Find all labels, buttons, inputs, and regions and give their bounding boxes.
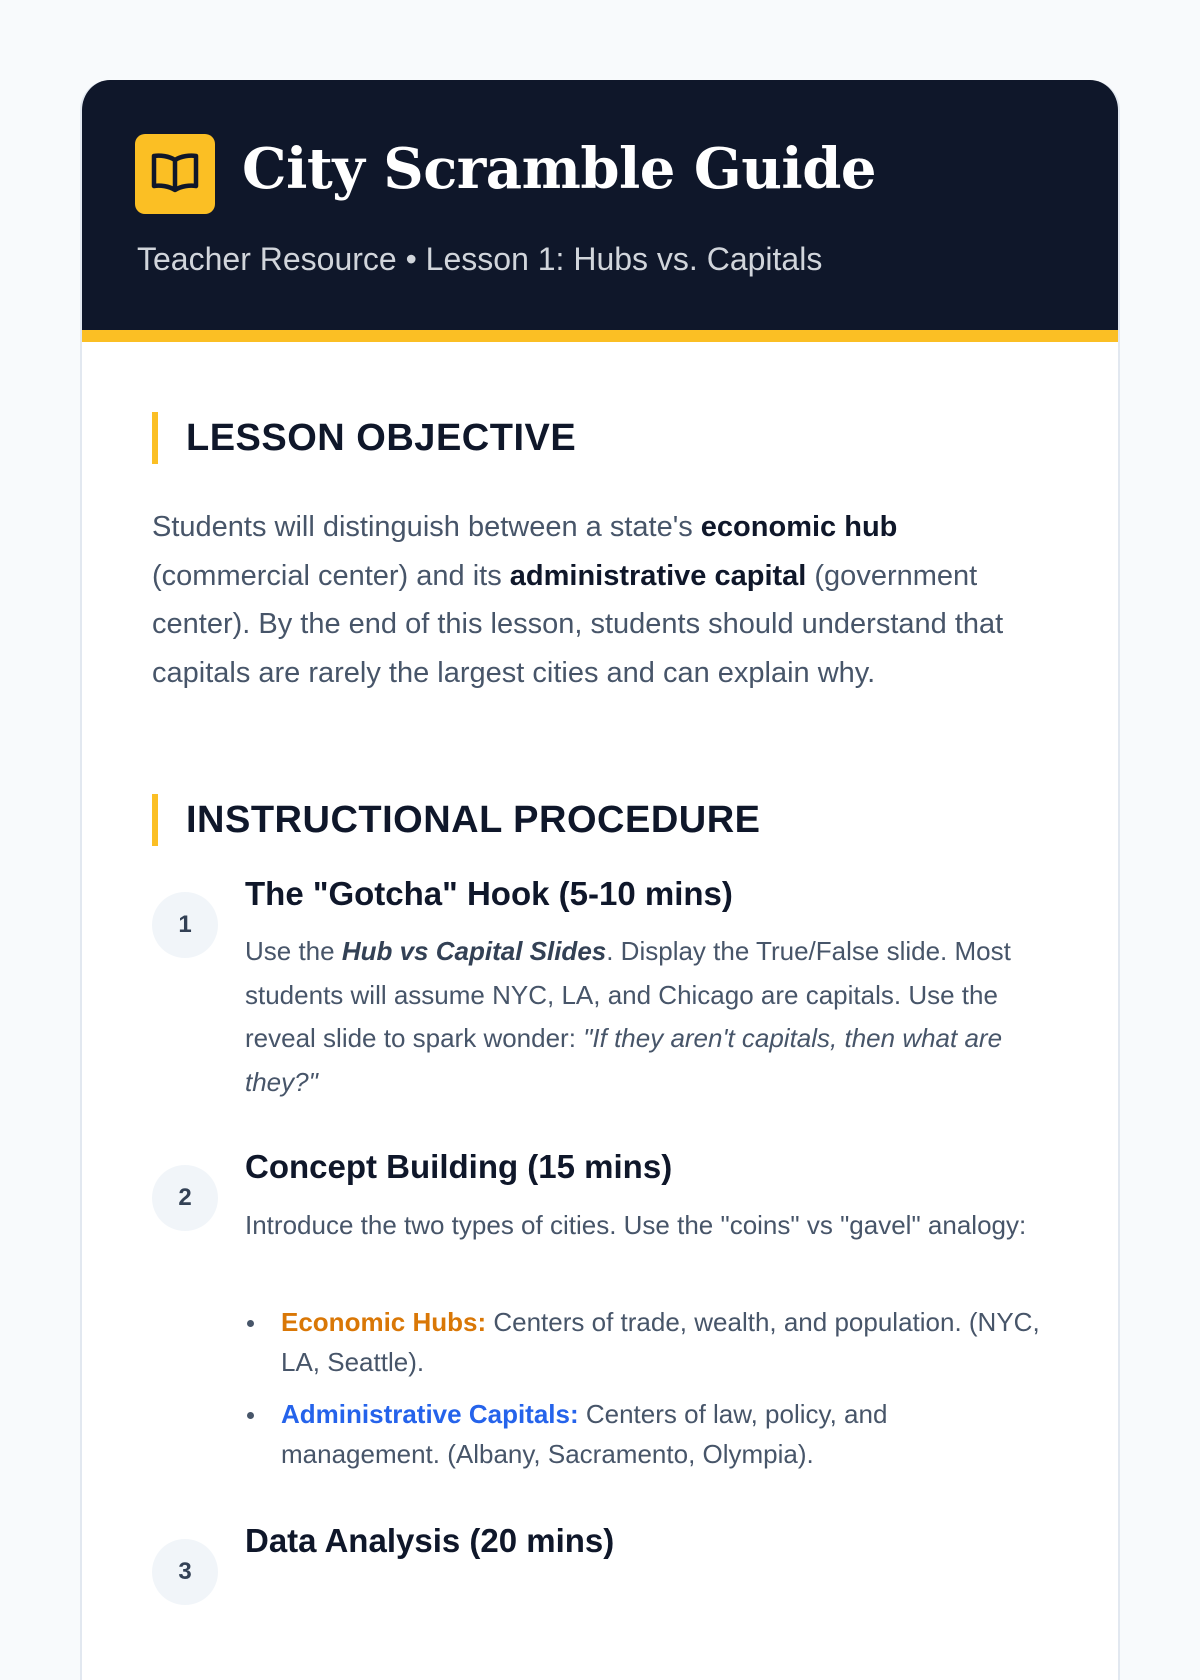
bullet-dot bbox=[247, 1320, 254, 1327]
lesson-objective-text bbox=[152, 503, 1052, 697]
objective-text-1: Students will distinguish between a state's bbox=[152, 511, 701, 543]
step-1-quote: "If they aren't capitals, then what are they?" bbox=[245, 1023, 1003, 1097]
step-1-text-1: Use the bbox=[245, 936, 342, 966]
step-2-number: 2 bbox=[152, 1165, 218, 1231]
objective-text-2: (commercial center) and its bbox=[152, 559, 510, 592]
step-3-number: 3 bbox=[152, 1539, 218, 1605]
step-1-emphasis: Hub vs Capital Slides bbox=[341, 936, 607, 966]
lesson-guide-card bbox=[80, 80, 1120, 1680]
list-item bbox=[245, 1394, 1045, 1474]
page-subtitle: Teacher Resource • Lesson 1: Hubs vs. Capitals bbox=[137, 241, 823, 277]
page-title: City Scramble Guide bbox=[242, 136, 876, 202]
objective-bold-economic-hub: economic hub bbox=[700, 511, 898, 543]
step-1-text-2: . Display the True/False slide. Most students will assume NYC, LA, and Chicago are capitals. Use the reveal slide to spark wonder: bbox=[245, 936, 1011, 1053]
step-1-title: The "Gotcha" Hook (5-10 mins) bbox=[245, 875, 733, 912]
objective-text-3: (government center). By the end of this lesson, students should understand that capitals are rarely the largest cities and can explain why. bbox=[152, 559, 1004, 689]
bullet-dot bbox=[247, 1412, 254, 1419]
step-2-bullet-list bbox=[245, 1302, 1045, 1486]
economic-hubs-text: Centers of trade, wealth, and population. (NYC, LA, Seattle). bbox=[281, 1307, 1040, 1377]
instructional-procedure-heading: INSTRUCTIONAL PROCEDURE bbox=[152, 794, 761, 846]
open-book-icon bbox=[135, 134, 215, 214]
economic-hubs-label: Economic Hubs: bbox=[281, 1307, 487, 1337]
step-1-number: 1 bbox=[152, 892, 218, 958]
list-item bbox=[245, 1302, 1045, 1382]
guide-header bbox=[82, 80, 1118, 342]
step-2-body: Introduce the two types of cities. Use the "coins" vs "gavel" analogy: bbox=[245, 1210, 1027, 1240]
step-2-title: Concept Building (15 mins) bbox=[245, 1148, 673, 1185]
step-1-body bbox=[245, 930, 1045, 1104]
step-3-title: Data Analysis (20 mins) bbox=[245, 1522, 615, 1559]
objective-bold-administrative-capital: administrative capital bbox=[509, 559, 807, 592]
administrative-capitals-text: Centers of law, policy, and management. (Albany, Sacramento, Olympia). bbox=[281, 1399, 888, 1469]
administrative-capitals-label: Administrative Capitals: bbox=[281, 1399, 579, 1429]
lesson-objective-heading: LESSON OBJECTIVE bbox=[152, 412, 576, 464]
